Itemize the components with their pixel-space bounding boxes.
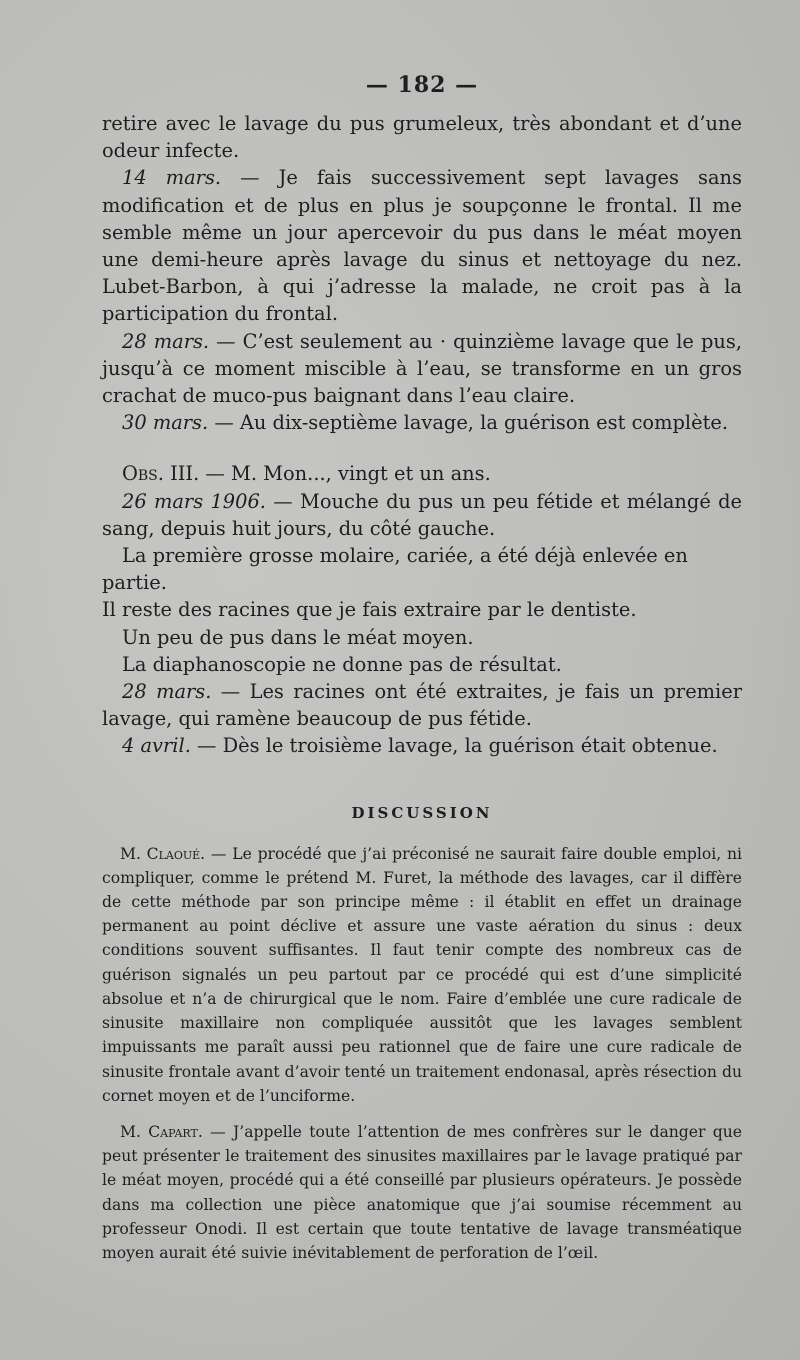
date: 4 avril. (122, 734, 191, 758)
paragraph: Un peu de pus dans le méat moyen. (122, 625, 474, 649)
paragraph: La première grosse molaire, cariée, a été déjà enlevée en partie. (102, 544, 688, 595)
paragraph: 28 mars. — Les racines ont été extraites, je fais un premier lavage, qui ramène beaucoup de pus fétide. (102, 680, 743, 731)
paragraph: M. Capart. — J’appelle toute l’attention de mes confrères sur le danger que peut présenter le traitement des sinusites maxillaires par le lavage pratiqué par le méat moyen, procédé qui a été conseillé par plusieurs opérateurs. Je possède dans ma collection une pièce anatomique que j’ai soumise récemment au professeur Onodi. Il est certain que toute tentative de lavage transméatique moyen aurait été suivie inévitablement de perforation de l’œil. (102, 1122, 742, 1262)
date: 26 mars 1906. (122, 489, 266, 513)
section-heading: DISCUSSION (351, 803, 493, 822)
case-text (102, 110, 742, 760)
observation-title: Obs. III. — M. Mon..., vingt et un ans. (122, 462, 491, 486)
page-number: — 182 — (365, 72, 479, 98)
paragraph: Il reste des racines que je fais extraire par le dentiste. (102, 598, 637, 622)
paragraph: 26 mars 1906. — Mouche du pus un peu fétide et mélangé de sang, depuis huit jours, du côté gauche. (102, 489, 743, 540)
date: 28 mars. (122, 329, 210, 353)
paragraph: 4 avril. — Dès le troisième lavage, la guérison était obtenue. (122, 734, 718, 758)
book-page (102, 72, 742, 1277)
paragraph: M. Claoué. — Le procédé que j’ai préconisé ne saurait faire double emploi, ni compliquer, comme le prétend M. Furet, la méthode des lavages, car il diffère de cette méthode par son principe même : il établit en effet un drainage permanent au point déclive et assure une vaste aération du sinus : deux conditions souvent suffisantes. Il faut tenir compte des nombreux cas de guérison signalés un peu partout par ce procédé qui est d’une simplicité absolue et n’a de chirurgical que le nom. Faire d’emblée une cure radicale de sinusite maxillaire non compliquée aussitôt que les lavages semblent impuissants me paraît aussi peu rationnel que de faire une cure radicale de sinusite frontale avant d’avoir tenté un traitement endonasal, après résection du cornet moyen et de l’unciforme. (102, 844, 742, 1105)
speaker-name: M. Claoué. (120, 844, 206, 863)
paragraph: retire avec le lavage du pus grumeleux, très abondant et d’une odeur infecte. (102, 112, 742, 163)
date: 30 mars. (122, 411, 209, 435)
speaker-name: M. Capart. (120, 1122, 203, 1141)
discussion-text (102, 842, 742, 1265)
paragraph: 28 mars. — C’est seulement au · quinzième lavage que le pus, jusqu’à ce moment miscible à l’eau, se transforme en un gros crachat de muco-pus baignant dans l’eau claire. (102, 329, 743, 408)
date: 28 mars. (122, 680, 212, 704)
paragraph: 14 mars. — Je fais successivement sept lavages sans modification et de plus en plus je soupçonne le frontal. Il me semble même un jour apercevoir du pus dans le méat moyen une demi-heure après lavage du sinus et nettoyage du nez. Lubet-Barbon, à qui j’adresse la malade, ne croit pas à la participation du frontal. (102, 166, 742, 326)
date: 14 mars. (122, 166, 222, 190)
paragraph: La diaphanoscopie ne donne pas de résultat. (122, 652, 562, 676)
paragraph: 30 mars. — Au dix-septième lavage, la guérison est complète. (122, 411, 729, 435)
